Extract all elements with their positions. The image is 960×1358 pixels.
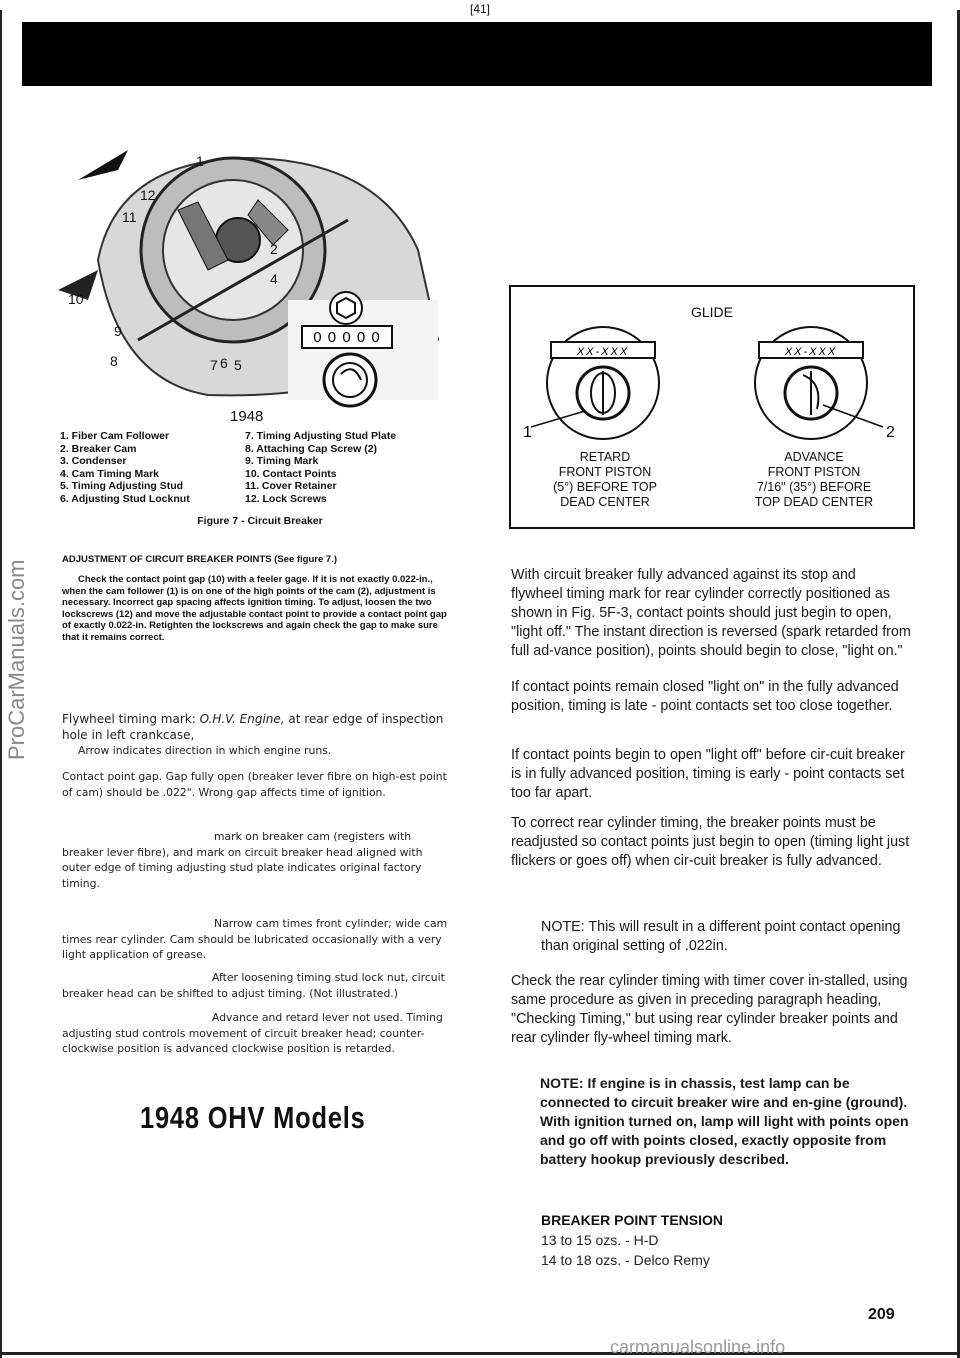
note-different-opening: NOTE: This will result in a different point contact opening than original setting of .022in.: [541, 919, 901, 954]
left-dial-label: XX-XXX: [576, 346, 630, 358]
paragraph-full-advance: With circuit breaker fully advanced against its stop and flywheel timing mark for rear cylinder correctly positioned as shown in Fig. 5F-3, contact points should just begin to open, "light off." The instant direction is reversed (spark retarded from full ad-vance position), points should begin to close, "light on.": [511, 567, 911, 659]
callout-10: 10: [68, 291, 84, 307]
legend-item: 12. Lock Screws: [245, 492, 327, 505]
legend-left: [60, 430, 190, 505]
flywheel-rest: at rear edge of inspection hole in left crankcase,: [62, 712, 444, 742]
header-black-bar: [22, 22, 932, 86]
paragraph-timing-late: If contact points remain closed "light on" in the fully advanced position, timing is late - point contacts set too close together.: [511, 679, 899, 714]
adjustment-heading: ADJUSTMENT OF CIRCUIT BREAKER POINTS (See figure 7.): [62, 554, 337, 565]
advance-line: TOP DEAD CENTER: [754, 495, 874, 509]
legend-item: 6. Adjusting Stud Locknut: [60, 492, 190, 505]
footer-site: carmanualsonline.info: [610, 1337, 786, 1357]
tension-delco: 14 to 18 ozs. - Delco Remy: [541, 1252, 710, 1268]
watermark: ProCarManuals.com: [4, 559, 29, 760]
left-dial-callout: 1: [523, 424, 532, 441]
callout-7: 7: [210, 357, 218, 373]
advance-retard-note: Advance and retard lever not used. Timing adjusting stud controls movement of circuit breaker head; counter-clockwise position is advanced clockwise position is retarded.: [62, 1011, 443, 1055]
callout-11: 11: [122, 209, 137, 225]
tension-hd: 13 to 15 ozs. - H-D: [541, 1232, 659, 1248]
figure-year: 1948: [230, 408, 264, 425]
adjustment-body: Check the contact point gap (10) with a feeler gage. If it is not exactly 0.022-in., when the cam follower (1) is on one of the high points of the cam (2), adjustment is necessary. Incorrect gap spacing affects ignition timing. To adjust, loosen the two lockscrews (12) and move the adjustable contact point to provide a contact point gap of exactly 0.022-in. Retighten the lockscrews and again check the gap to make sure that it remains correct.: [62, 574, 447, 643]
callout-5: 5: [234, 357, 242, 373]
legend-item: 5. Timing Adjusting Stud: [60, 480, 184, 492]
page-border-bottom: [0, 1352, 960, 1355]
retard-line: RETARD: [579, 450, 631, 464]
right-dial-label: XX-XXX: [784, 346, 838, 358]
legend-item: 4. Cam Timing Mark: [60, 467, 160, 480]
callout-1: 1: [196, 153, 204, 169]
paragraph-rear-cylinder: Check the rear cylinder timing with timer cover in-stalled, using same procedure as given in preceding paragraph heading, "Checking Timing," but using rear cylinder breaker points and rear cylinder fly-wheel timing mark.: [511, 973, 908, 1046]
legend-item: 8. Attaching Cap Screw (2): [245, 442, 378, 455]
tension-heading: BREAKER POINT TENSION: [541, 1212, 724, 1228]
glide-title: GLIDE: [690, 304, 734, 320]
page-reference: [41]: [469, 2, 490, 16]
circuit-breaker-photo: [58, 140, 458, 410]
callout-2: 2: [270, 241, 278, 257]
legend-item: 7. Timing Adjusting Stud Plate: [245, 430, 397, 442]
legend-item: 1. Fiber Cam Follower: [60, 430, 170, 442]
page-border-left: [0, 10, 2, 1358]
cam-width-note: Narrow cam times front cylinder; wide cam times rear cylinder. Cam should be lubricated occasionally with a very light application of grease.: [62, 917, 448, 961]
advance-line: 7/16" (35°) BEFORE: [756, 480, 872, 494]
glide-timing-diagram: [509, 285, 915, 529]
callout-8: 8: [110, 353, 118, 369]
section-title: 1948 OHV Models: [140, 1100, 366, 1135]
advance-line: FRONT PISTON: [767, 465, 861, 479]
loosen-note: After loosening timing stud lock nut, circuit breaker head can be shifted to adjust timing. (Not illustrated.): [62, 971, 445, 1000]
legend-item: 11. Cover Retainer: [245, 480, 337, 492]
legend-item: 2. Breaker Cam: [60, 442, 137, 455]
paragraph-timing-early: If contact points begin to open "light off" before cir-cuit breaker is in fully advanced position, timing is early - point contacts set too far apart.: [511, 747, 905, 801]
paragraph-correct-timing: To correct rear cylinder timing, the breaker points must be readjusted so contact points just begin to open (timing light just flickers or goes off) when cir-cuit breaker is fully advanced.: [511, 815, 910, 869]
flywheel-engine: O.H.V. Engine,: [199, 712, 285, 726]
legend-item: 9. Timing Mark: [245, 455, 319, 467]
right-dial-callout: 2: [886, 424, 895, 441]
legend-item: 3. Condenser: [60, 455, 127, 467]
callout-12: 12: [140, 187, 156, 203]
callout-4: 4: [270, 271, 278, 287]
flywheel-arrow-note: Arrow indicates direction in which engine runs.: [78, 744, 332, 757]
page-number: 209: [868, 1306, 895, 1323]
figure-caption: Figure 7 - Circuit Breaker: [197, 515, 323, 527]
retard-line: FRONT PISTON: [558, 465, 652, 479]
retard-line: DEAD CENTER: [560, 495, 650, 509]
legend-right: [245, 430, 396, 505]
retard-line: (5°) BEFORE TOP: [553, 480, 657, 494]
note-engine-in-chassis: NOTE: If engine is in chassis, test lamp can be connected to circuit breaker wire and en-gine (ground). With ignition turned on, lamp will light with points open and go off with points closed, exactly opposite from battery hookup previously described.: [540, 1075, 909, 1167]
dial-reading: 0 0 0 0 0: [313, 329, 381, 346]
timing-marks-drawing: [511, 287, 913, 527]
flywheel-note: [62, 712, 454, 759]
callout-9: 9: [114, 323, 122, 339]
flywheel-prefix: Flywheel timing mark:: [62, 712, 200, 726]
legend-item: 10. Contact Points: [245, 467, 337, 480]
callout-6: 6: [220, 355, 228, 371]
advance-line: ADVANCE: [784, 450, 844, 464]
contact-gap-note: Contact point gap. Gap fully open (breaker lever fibre on high-est point of cam) should be .022". Wrong gap affects time of ignition.: [62, 770, 447, 799]
cam-mark-note: mark on breaker cam (registers with breaker lever fibre), and mark on circuit breaker head aligned with outer edge of timing adjusting stud plate indicates original factory timing.: [62, 830, 423, 890]
